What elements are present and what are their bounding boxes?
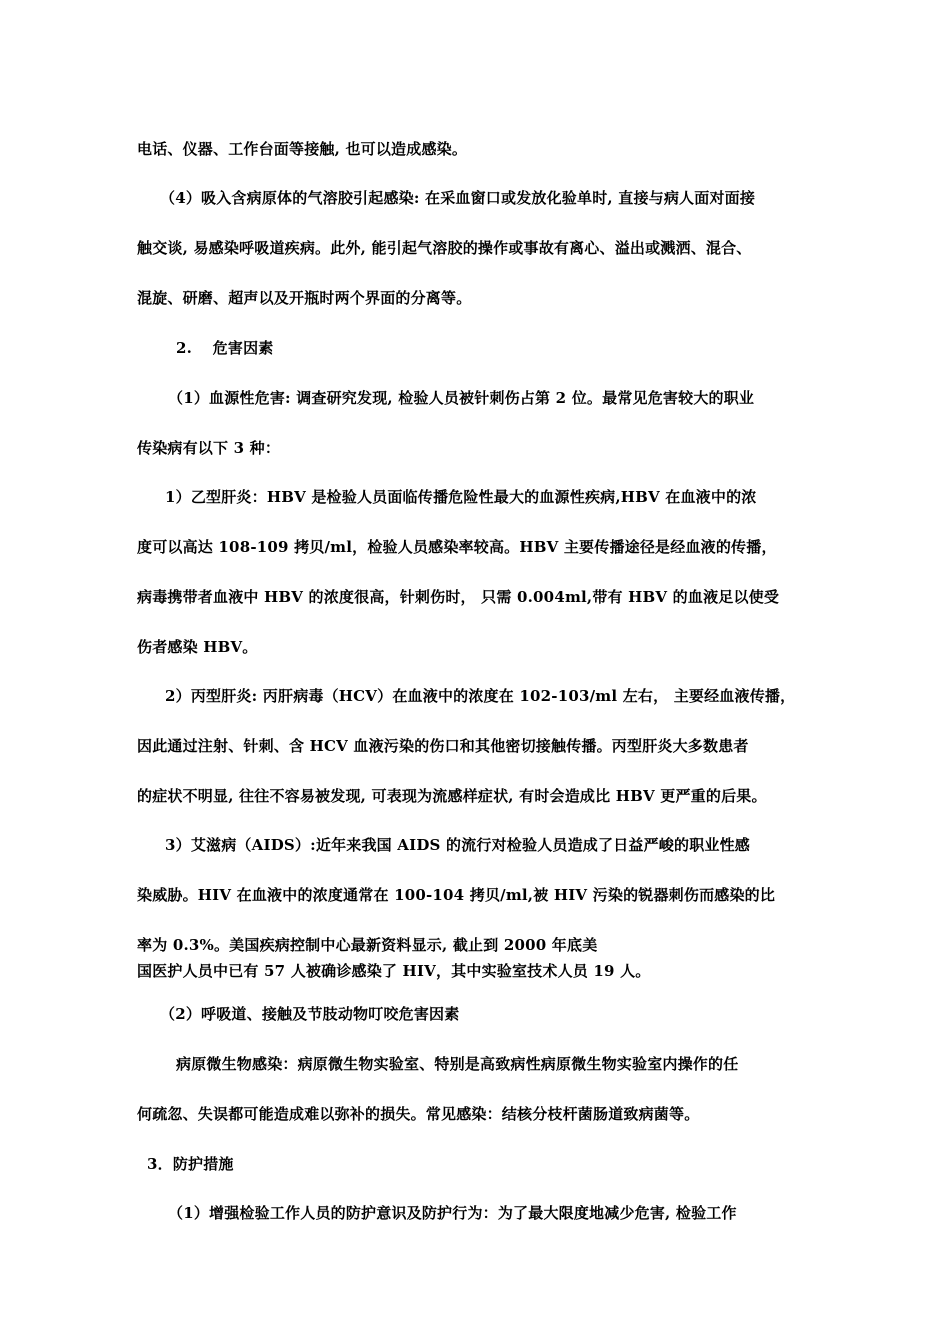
text-line: 3）艾滋病（AIDS）:近年来我国 AIDS 的流行对检验人员造成了日益严峻的职业性感: [165, 836, 751, 854]
text-line: （1）增强检验工作人员的防护意识及防护行为：为了最大限度地减少危害, 检验工作: [168, 1204, 737, 1222]
text-line: 度可以高达 108-109 拷贝/ml，检验人员感染率较高。HBV 主要传播途径是经血液的传播，: [137, 538, 777, 556]
text-line: 染威胁。HIV 在血液中的浓度通常在 100-104 拷贝/ml,被 HIV 污染的锐器刺伤而感染的比: [137, 886, 776, 904]
text-line: 病原微生物感染：病原微生物实验室、特别是高致病性病原微生物实验室内操作的任: [176, 1055, 739, 1073]
text-line: 1）乙型肝炎：HBV 是检验人员面临传播危险性最大的血源性疾病,HBV 在血液中的浓: [165, 488, 757, 506]
text-line: 伤者感染 HBV。: [137, 638, 258, 656]
text-line: （1）血源性危害: 调查研究发现, 检验人员被针刺伤占第 2 位。最常见危害较大的职业: [168, 389, 755, 407]
text-line: 的症状不明显, 往往不容易被发现, 可表现为流感样症状, 有时会造成比 HBV 更严重的后果。: [137, 787, 767, 805]
text-line: 触交谈, 易感染呼吸道疾病。此外, 能引起气溶胶的操作或事故有离心、溢出或溅洒、混合、: [137, 239, 752, 257]
text-line: 传染病有以下 3 种：: [137, 439, 281, 457]
text-line: （4）吸入含病原体的气溶胶引起感染: 在采血窗口或发放化验单时, 直接与病人面对面接: [160, 189, 756, 207]
text-line: 因此通过注射、针刺、含 HCV 血液污染的伤口和其他密切接触传播。丙型肝炎大多数患者: [137, 737, 749, 755]
text-line: 电话、仪器、工作台面等接触, 也可以造成感染。: [137, 140, 468, 158]
section-heading: 3．防护措施: [147, 1155, 234, 1173]
section-heading: （2）呼吸道、接触及节肢动物叮咬危害因素: [160, 1005, 460, 1023]
text-line: 何疏忽、失误都可能造成难以弥补的损失。常见感染：结核分枝杆菌肠道致病菌等。: [137, 1105, 700, 1123]
text-line: 混旋、研磨、超声以及开瓶时两个界面的分离等。: [137, 289, 472, 307]
text-line: 病毒携带者血液中 HBV 的浓度很高，针刺伤时， 只需 0.004ml,带有 HBV 的血液足以使受: [137, 588, 780, 606]
text-line: 2）丙型肝炎: 丙肝病毒（HCV）在血液中的浓度在 102-103/ml 左右， 主要经血液传播，: [165, 687, 796, 705]
text-line: 率为 0.3%。美国疾病控制中心最新资料显示, 截止到 2000 年底美: [137, 936, 598, 954]
section-heading: 2. 危害因素: [176, 339, 274, 357]
text-line: 国医护人员中已有 57 人被确诊感染了 HIV，其中实验室技术人员 19 人。: [137, 962, 651, 980]
